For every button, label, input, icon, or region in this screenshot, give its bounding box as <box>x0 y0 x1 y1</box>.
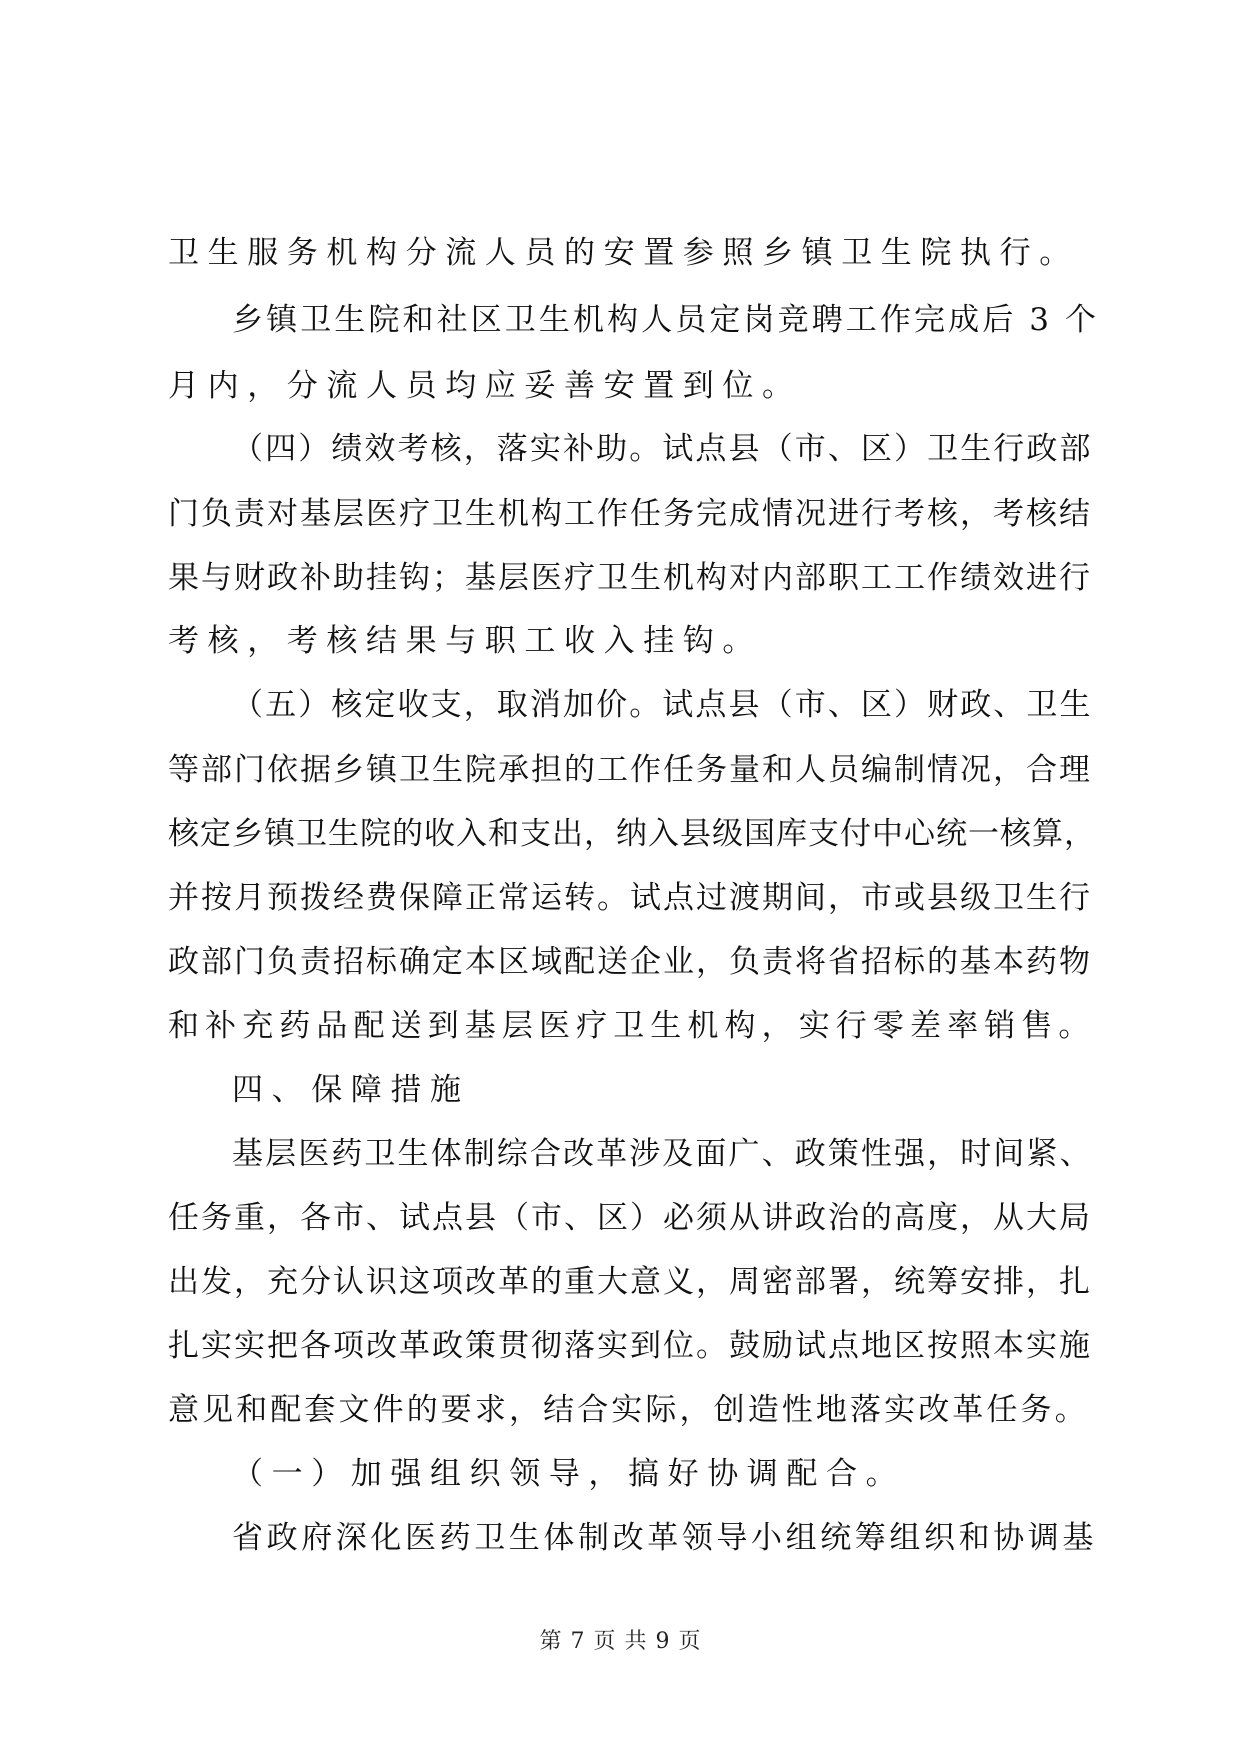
page-footer: 第 7 页 共 9 页 <box>539 1629 702 1654</box>
body-text-line: 果与财政补助挂钩；基层医疗卫生机构对内部职工工作绩效进行 <box>168 560 1092 596</box>
body-text-line: 省政府深化医药卫生体制改革领导小组统筹组织和协调基 <box>232 1520 1097 1556</box>
body-text-line: 出发，充分认识这项改革的重大意义，周密部署，统筹安排，扎 <box>168 1264 1092 1300</box>
body-text-line: 核定乡镇卫生院的收入和支出，纳入县级国库支付中心统一核算， <box>168 816 1096 852</box>
body-text-line: 基层医药卫生体制综合改革涉及面广、政策性强，时间紧、 <box>232 1136 1093 1172</box>
body-text-line: 意见和配套文件的要求，结合实际，创造性地落实改革任务。 <box>168 1392 1089 1428</box>
body-text-line: 乡镇卫生院和社区卫生机构人员定岗竞聘工作完成后 3 个 <box>232 302 1100 338</box>
body-text-line: （五）核定收支，取消加价。试点县（市、区）财政、卫生 <box>232 687 1093 723</box>
section-heading: 四、保障措施 <box>232 1072 470 1108</box>
body-text-line: 政部门负责招标确定本区域配送企业，负责将省招标的基本药物 <box>168 944 1092 980</box>
subsection-heading: （一）加强组织领导，搞好协调配合。 <box>232 1456 906 1492</box>
body-text-line: 卫生服务机构分流人员的安置参照乡镇卫生院执行。 <box>168 235 1079 271</box>
body-text-line: 考核，考核结果与职工收入挂钩。 <box>168 623 762 659</box>
body-text-line: 和补充药品配送到基层医疗卫生机构，实行零差率销售。 <box>168 1008 1096 1044</box>
body-text-line: 门负责对基层医疗卫生机构工作任务完成情况进行考核，考核结 <box>168 496 1092 532</box>
body-text-line: 月内，分流人员均应妥善安置到位。 <box>168 368 802 404</box>
body-text-line: 等部门依据乡镇卫生院承担的工作任务量和人员编制情况，合理 <box>168 752 1092 788</box>
body-text-line: 任务重，各市、试点县（市、区）必须从讲政治的高度，从大局 <box>168 1200 1092 1236</box>
body-text-line: （四）绩效考核，落实补助。试点县（市、区）卫生行政部 <box>232 431 1093 467</box>
body-text-line: 扎实实把各项改革政策贯彻落实到位。鼓励试点地区按照本实施 <box>168 1328 1092 1364</box>
body-text-line: 并按月预拨经费保障正常运转。试点过渡期间，市或县级卫生行 <box>168 880 1092 916</box>
